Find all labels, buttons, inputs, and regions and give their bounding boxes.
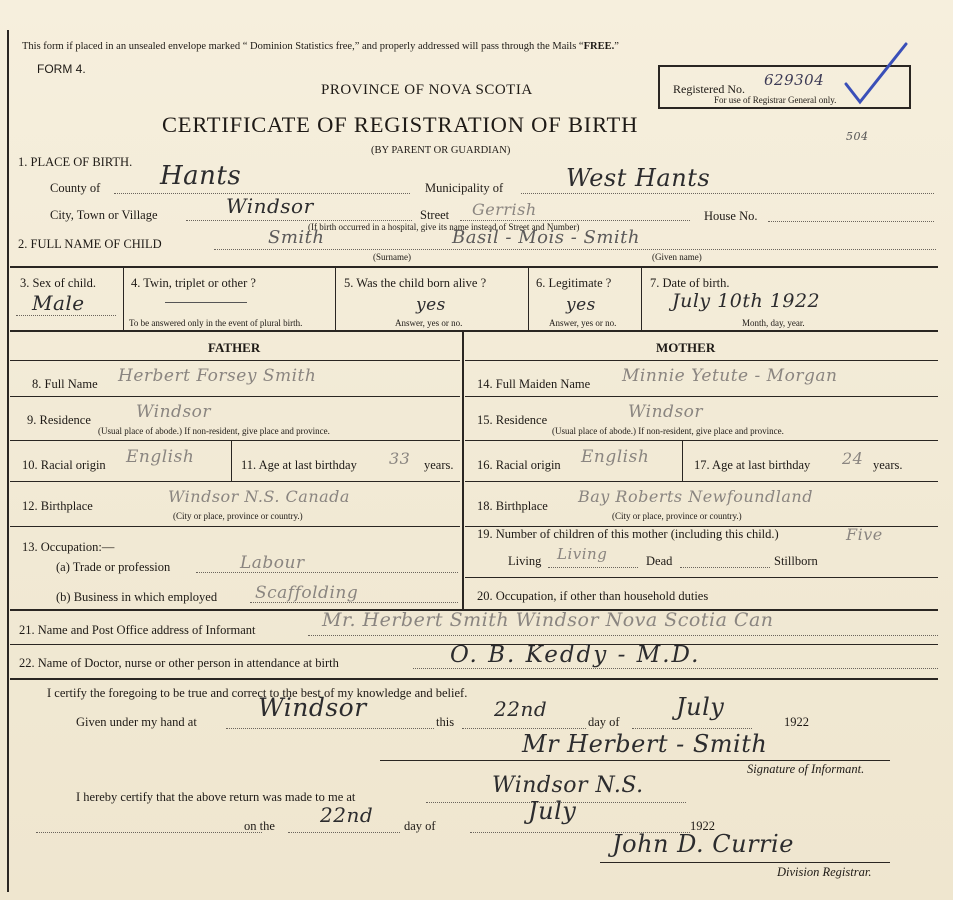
registered-label: Registered No. [673, 82, 745, 96]
registrar-day-value: 22nd [320, 803, 374, 827]
father-birthplace-rule [10, 526, 460, 527]
registered-number-value: 629304 [764, 71, 825, 89]
given-day-of-label: day of [588, 715, 620, 729]
mother-age-label: 17. Age at last birthday [694, 458, 811, 472]
given-month-value: July [676, 693, 725, 721]
municipality-value: West Hants [566, 164, 711, 192]
divider-alive-legit [528, 268, 529, 330]
sex-line [16, 315, 116, 316]
notice-text: This form if placed in an unsealed envelope marked “ Dominion Statistics free,” and properly addressed will pass through the Mails “ [22, 41, 584, 52]
father-age-value: 33 [389, 449, 411, 468]
father-birthplace-note: (City or place, province or country.) [173, 511, 303, 521]
mother-residence-label: 15. Residence [477, 413, 548, 427]
legitimate-value: yes [566, 295, 596, 315]
trade-value: Labour [240, 553, 305, 573]
children-value: Five [846, 525, 883, 544]
sex-label: 3. Sex of child. [20, 276, 97, 290]
given-under-hand-label: Given under my hand at [76, 715, 197, 729]
twin-dash [165, 302, 247, 303]
given-name-caption: (Given name) [652, 252, 702, 262]
municipality-line [521, 193, 934, 194]
doctor-value: O. B. Keddy - M.D. [450, 642, 701, 668]
county-label: County of [50, 181, 101, 195]
certificate-subtitle: (BY PARENT OR GUARDIAN) [371, 145, 511, 156]
registrar-place-value: Windsor N.S. [492, 773, 644, 798]
living-label: Living [508, 554, 542, 568]
registrar-year: 1922 [690, 819, 715, 833]
living-line [548, 567, 638, 568]
dead-label: Dead [646, 554, 673, 568]
father-birthplace-label: 12. Birthplace [22, 499, 93, 513]
mailing-notice [22, 40, 619, 54]
mother-occupation-label: 20. Occupation, if other than household duties [477, 589, 709, 603]
father-residence-note: (Usual place of abode.) If non-resident, give place and province. [98, 426, 330, 436]
city-line [186, 220, 412, 221]
rule-doctor [10, 678, 938, 680]
mother-racial-label: 16. Racial origin [477, 458, 561, 472]
county-value: Hants [160, 161, 242, 191]
given-place-line [226, 728, 434, 729]
registrar-month-value: July [528, 797, 577, 825]
city-value: Windsor [226, 194, 314, 218]
certificate-title: CERTIFICATE OF REGISTRATION OF BIRTH [162, 112, 639, 137]
father-racial-value: English [126, 447, 195, 467]
street-value: Gerrish [472, 200, 537, 219]
father-birthplace-value: Windsor N.S. Canada [168, 487, 350, 506]
notice-free: FREE. [583, 41, 615, 52]
house-number-line [768, 221, 934, 222]
children-label: 19. Number of children of this mother (including this child.) [477, 527, 779, 541]
mother-birthplace-value: Bay Roberts Newfoundland [578, 487, 813, 506]
corner-mark: 504 [846, 130, 869, 143]
father-residence-value: Windsor [136, 402, 212, 422]
street-line [460, 220, 690, 221]
father-heading-rule [10, 360, 460, 361]
mother-birthplace-label: 18. Birthplace [477, 499, 548, 513]
hospital-note: (If birth occurred in a hospital, give its name instead of Street and Number) [308, 222, 580, 232]
dob-value: July 10th 1922 [672, 290, 821, 312]
mother-racial-rule [465, 481, 938, 482]
father-heading: FATHER [208, 340, 261, 355]
father-residence-label: 9. Residence [27, 413, 91, 427]
mother-name-value: Minnie Yetute - Morgan [622, 366, 838, 386]
stillborn-label: Stillborn [774, 554, 818, 568]
given-name-value: Basil - Mois - Smith [452, 227, 641, 248]
mother-residence-rule [465, 440, 938, 441]
legitimate-note: Answer, yes or no. [549, 318, 617, 328]
mother-heading-rule [465, 360, 938, 361]
business-value: Scaffolding [255, 583, 359, 603]
registrar-day-line [288, 832, 400, 833]
municipality-label: Municipality of [425, 181, 504, 195]
registrar-only-note: For use of Registrar General only. [714, 95, 837, 105]
given-place-value: Windsor [258, 693, 367, 722]
informant-value: Mr. Herbert Smith Windsor Nova Scotia Can [322, 609, 774, 631]
given-year: 1922 [784, 715, 809, 729]
informant-label: 21. Name and Post Office address of Informant [19, 623, 256, 637]
notice-close: ” [614, 41, 619, 52]
checkmark-icon [840, 40, 910, 110]
mother-age-divider [682, 441, 683, 481]
trade-label: (a) Trade or profession [56, 560, 171, 574]
dead-line [680, 567, 770, 568]
informant-signature: Mr Herbert - Smith [522, 730, 768, 758]
city-label: City, Town or Village [50, 208, 158, 222]
legitimate-label: 6. Legitimate ? [536, 276, 612, 290]
divider-twin-alive [335, 268, 336, 330]
mother-age-suffix: years. [873, 458, 903, 472]
dob-label: 7. Date of birth. [650, 276, 730, 290]
informant-line [308, 635, 938, 636]
father-age-label: 11. Age at last birthday [241, 458, 357, 472]
mother-racial-value: English [581, 447, 650, 467]
father-occupation-label: 13. Occupation:— [22, 540, 115, 554]
signature-caption: Signature of Informant. [747, 762, 865, 776]
father-racial-rule [10, 481, 460, 482]
on-the-label: on the [244, 819, 275, 833]
given-day-value: 22nd [494, 697, 548, 721]
registrar-signature-line [600, 862, 890, 863]
mother-residence-value: Windsor [628, 402, 704, 422]
father-age-divider [231, 441, 232, 481]
house-number-label: House No. [704, 209, 758, 223]
surname-caption: (Surname) [373, 252, 411, 262]
trade-line [196, 572, 458, 573]
rule-row3-bottom [10, 330, 938, 332]
place-of-birth-label: 1. PLACE OF BIRTH. [18, 155, 133, 169]
father-racial-label: 10. Racial origin [22, 458, 106, 472]
this-label: this [436, 715, 455, 729]
alive-label: 5. Was the child born alive ? [344, 276, 487, 290]
surname-value: Smith [268, 227, 325, 248]
alive-note: Answer, yes or no. [395, 318, 463, 328]
business-label: (b) Business in which employed [56, 590, 218, 604]
child-name-label: 2. FULL NAME OF CHILD [18, 237, 162, 251]
registrar-day-of-label: day of [404, 819, 436, 833]
father-name-rule [10, 396, 460, 397]
mother-birthplace-note: (City or place, province or country.) [612, 511, 742, 521]
rule-row3-top [10, 266, 938, 268]
twin-label: 4. Twin, triplet or other ? [131, 276, 256, 290]
doctor-line [413, 668, 938, 669]
street-label: Street [420, 208, 450, 222]
informant-signature-line [380, 760, 890, 761]
father-age-suffix: years. [424, 458, 454, 472]
registrar-caption: Division Registrar. [777, 865, 872, 879]
form-number: FORM 4. [37, 62, 86, 76]
dob-note: Month, day, year. [742, 318, 805, 328]
mother-name-label: 14. Full Maiden Name [477, 377, 591, 391]
children-rule [465, 577, 938, 578]
mother-heading: MOTHER [656, 340, 716, 355]
certification-statement: I certify the foregoing to be true and correct to the best of my knowledge and belief. [47, 686, 468, 700]
alive-value: yes [416, 295, 446, 315]
mother-residence-note: (Usual place of abode.) If non-resident, give place and province. [552, 426, 784, 436]
given-month-line [632, 728, 752, 729]
father-name-value: Herbert Forsey Smith [118, 366, 317, 386]
left-border [7, 30, 9, 892]
twin-note: To be answered only in the event of plural birth. [129, 318, 303, 328]
divider-legit-dob [641, 268, 642, 330]
living-value: Living [557, 545, 608, 563]
child-name-line [214, 249, 936, 250]
father-name-label: 8. Full Name [32, 377, 98, 391]
mother-age-value: 24 [842, 449, 864, 468]
divider-sex-twin [123, 268, 124, 330]
registrar-signature: John D. Currie [612, 830, 794, 858]
parents-divider [462, 332, 464, 609]
registrar-leading-line [36, 832, 262, 833]
given-day-line [462, 728, 586, 729]
province-heading: PROVINCE OF NOVA SCOTIA [321, 82, 533, 98]
registrar-statement: I hereby certify that the above return was made to me at [76, 790, 356, 804]
father-residence-rule [10, 440, 460, 441]
mother-name-rule [465, 396, 938, 397]
sex-value: Male [32, 291, 85, 315]
doctor-label: 22. Name of Doctor, nurse or other person in attendance at birth [19, 656, 339, 670]
